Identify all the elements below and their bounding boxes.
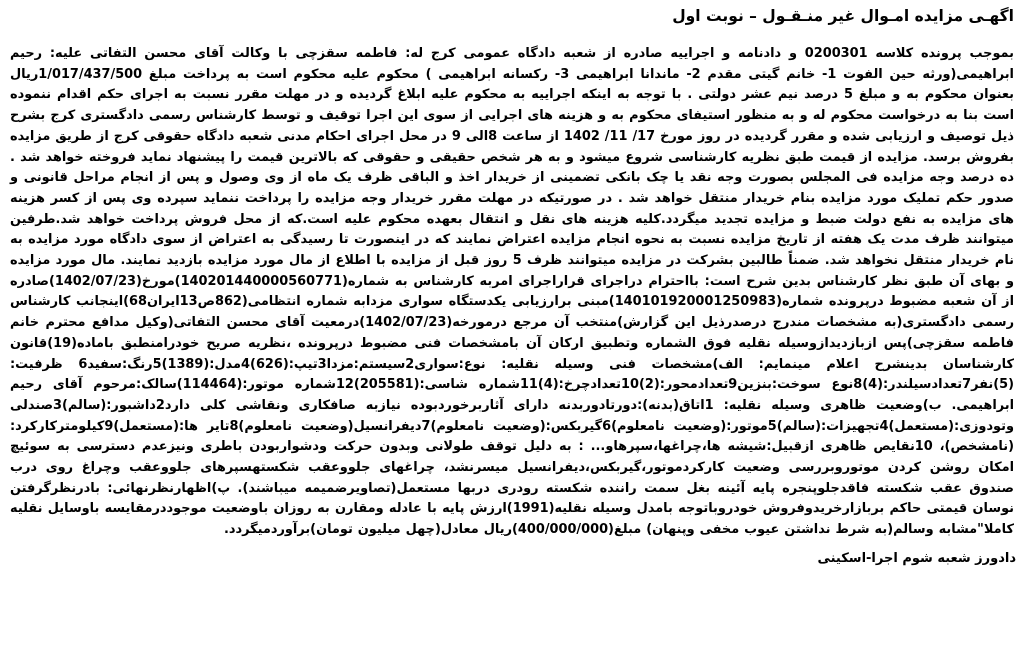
notice-signature: دادورز شعبه شوم اجرا-اسکینی — [817, 550, 1016, 566]
notice-body-text: بموجب پرونده کلاسه 0200301 و دادنامه و اجراییه صادره از شعبه دادگاه عمومی کرج له: فاطمه سقزچی با وکالت آقای محسن التفاتی علیه: رحیم ابراهیمی(ورثه حین الفوت 1- خانم گیتی مقدم 2- ماندانا ابراهیمی 3- رکسانه ابراهیمی ) محکوم علیه محکوم است به پرداخت مبلغ 1/017/437/500ریال بعنوان محکوم به و مبلغ 5 درصد نیم عشر دولتی . با توجه به اینکه اجراییه به محکوم علیه ابلاغ گردیده و در مهلت مقرر نسبت به اجرای حکم اقدام ننموده است بنا به درخواست محکوم له و به منظور استیفای محکوم به و هزینه های اجرایی از سوی این اجرا توقیف و توسط کارشناس رسمی دادگستری کرج بشرح ذیل توصیف و ارزیابی شده و مقرر گردیده در روز مورخ 17/ 11/ 1402 از ساعت 8الی 9 در محل اجرای احکام مدنی شعبه دادگاه حقوقی کرج از طریق مزایده بفروش برسد. مزایده از قیمت طبق نظریه کارشناسی شروع میشود و به هر شخص حقیقی و حقوقی که بالاترین قیمت را پیشنهاد نماید فروخته خواهد شد . ده درصد وجه مزایده فی المجلس بصورت وجه نقد یا چک بانکی تضمینی از خریدار اخذ و الباقی ظرف یک ماه از وی وصول و پس از انجام مراحل قانونی و صدور حکم تملیک مورد مزایده بنام خریدار منتقل خواهد شد . در صورتیکه در مهلت مقرر خریدار وجه مزایده را پرداخت ننماید سپرده وی پس از کسر هزینه های مزایده به نفع دولت ضبط و مزایده تجدید میگردد.کلیه هزینه های نقل و انتقال بعهده محکوم علیه است.که از محل فروش پرداخت خواهد شد.طرفین میتوانند ظرف مدت یک هفته از تاریخ مزایده نسبت به نحوه انجام مزایده اعتراض نمایند که در اینصورت تا رسیدگی به اعتراض از سوی دادگاه مورد مزایده به نام خریدار منتقل نخواهد شد. ضمناً طالبین بشرکت در مزایده میتوانند ظرف 5 روز قبل از مزایده با اطلاع از مال مورد مزایده بازدید نمایند. مال مورد مزایده و بهای آن طبق نظر کارشناس بدین شرح است: بااحترام دراجرای قراراجرای امربه کارشناس به شماره(140201440000560771)مورخ(1402/07/23)صادره از آن شعبه مضبوط درپرونده شماره(140101920001250983)مبنی برارزیابی یکدستگاه سواری مزدابه شماره انتظامی(862ص13ایران68)اینجانب کارشناس رسمی دادگستری(به مشخصات مندرج درصدرذیل این گزارش)منتخب آن مرجع درمورخه(1402/07/23)درمعیت آقای محسن التفاتی(وکیل مدافع محترم خانم فاطمه سقزچی)پس ازبازدیدازوسیله نقلیه فوق الشماره وتطبیق ارکان آن بامشخصات فنی مضبوط درپرونده ،نظریه صریح خودرامنطبق باماده(19)قانون کارشناسان بدینشرح اعلام مینمایم: الف)مشخصات فنی وسیله نقلیه: نوع:سواری2سیستم:مزدا3تیپ:(626)4مدل:(1389)5رنگ:سفید6 ظرفیت:(5)نفر7تعدادسیلندر:(4)8نوع سوخت:بنزین9تعدادمحور:(2)10تعدادچرخ:(4)11شماره شاسی:(205581)12شماره موتور:(114464)سالک:مرحوم آقای رحیم ابراهیمی. ب)وضعیت ظاهری وسیله نقلیه: 1اتاق(بدنه):دورتادوربدنه دارای آثاربرخوردبوده نیازبه صافکاری ونقاشی کلی دارد2داشبور:(سالم)3صندلی وتودوزی:(مستعمل)4تجهیزات:(سالم)5موتور:(وضعیت نامعلوم)6گیربکس:(وضعیت نامعلوم)7دیفرانسیل(وضعیت نامعلوم)8تایر ها:(مستعمل)9کیلومترکارکرد:(نامشخص)، 10نقایص ظاهری ازقبیل:شیشه ها،چراغها،سپرهاو... : به دلیل توقف طولانی وبدون حرکت ودشواربودن باطری ونیزعدم دسترسی به سوئیچ امکان روشن کردن موتوروبررسی وضعیت کارکردموتور،گیربکس،دیفرانسیل میسرنشد، چراغهای جلووعقب شکستهسپرهای جلووعقب وچراغ روی درب صندوق عقب شکسته فاقدجلوپنجره پایه آئینه بغل سمت راننده شکسته رودری دربها مستعمل(تصاویرضمیمه میباشند). پ)اظهارنظرنهائی: بادرنظرگرفتن نوسان قیمتی حاکم بربازارخریدوفروش خودروباتوجه بامدل وسیله نقلیه(1991)ارزش پایه با عادله ومقارن به روزان باوضعیت موجوددرمقایسه باوسایل نقلیه کاملا"مشابه وسالم(به شرط نداشتن عیوب مخفی وپنهان) مبلغ(400/000/000)ریال معادل(چهل میلیون تومان)برآوردمیگردد. — [10, 46, 1015, 538]
notice-title: اگهـی مزایده امـوال غیر منـقـول – نوبت اول — [672, 7, 1014, 25]
notice-body — [10, 44, 1016, 541]
